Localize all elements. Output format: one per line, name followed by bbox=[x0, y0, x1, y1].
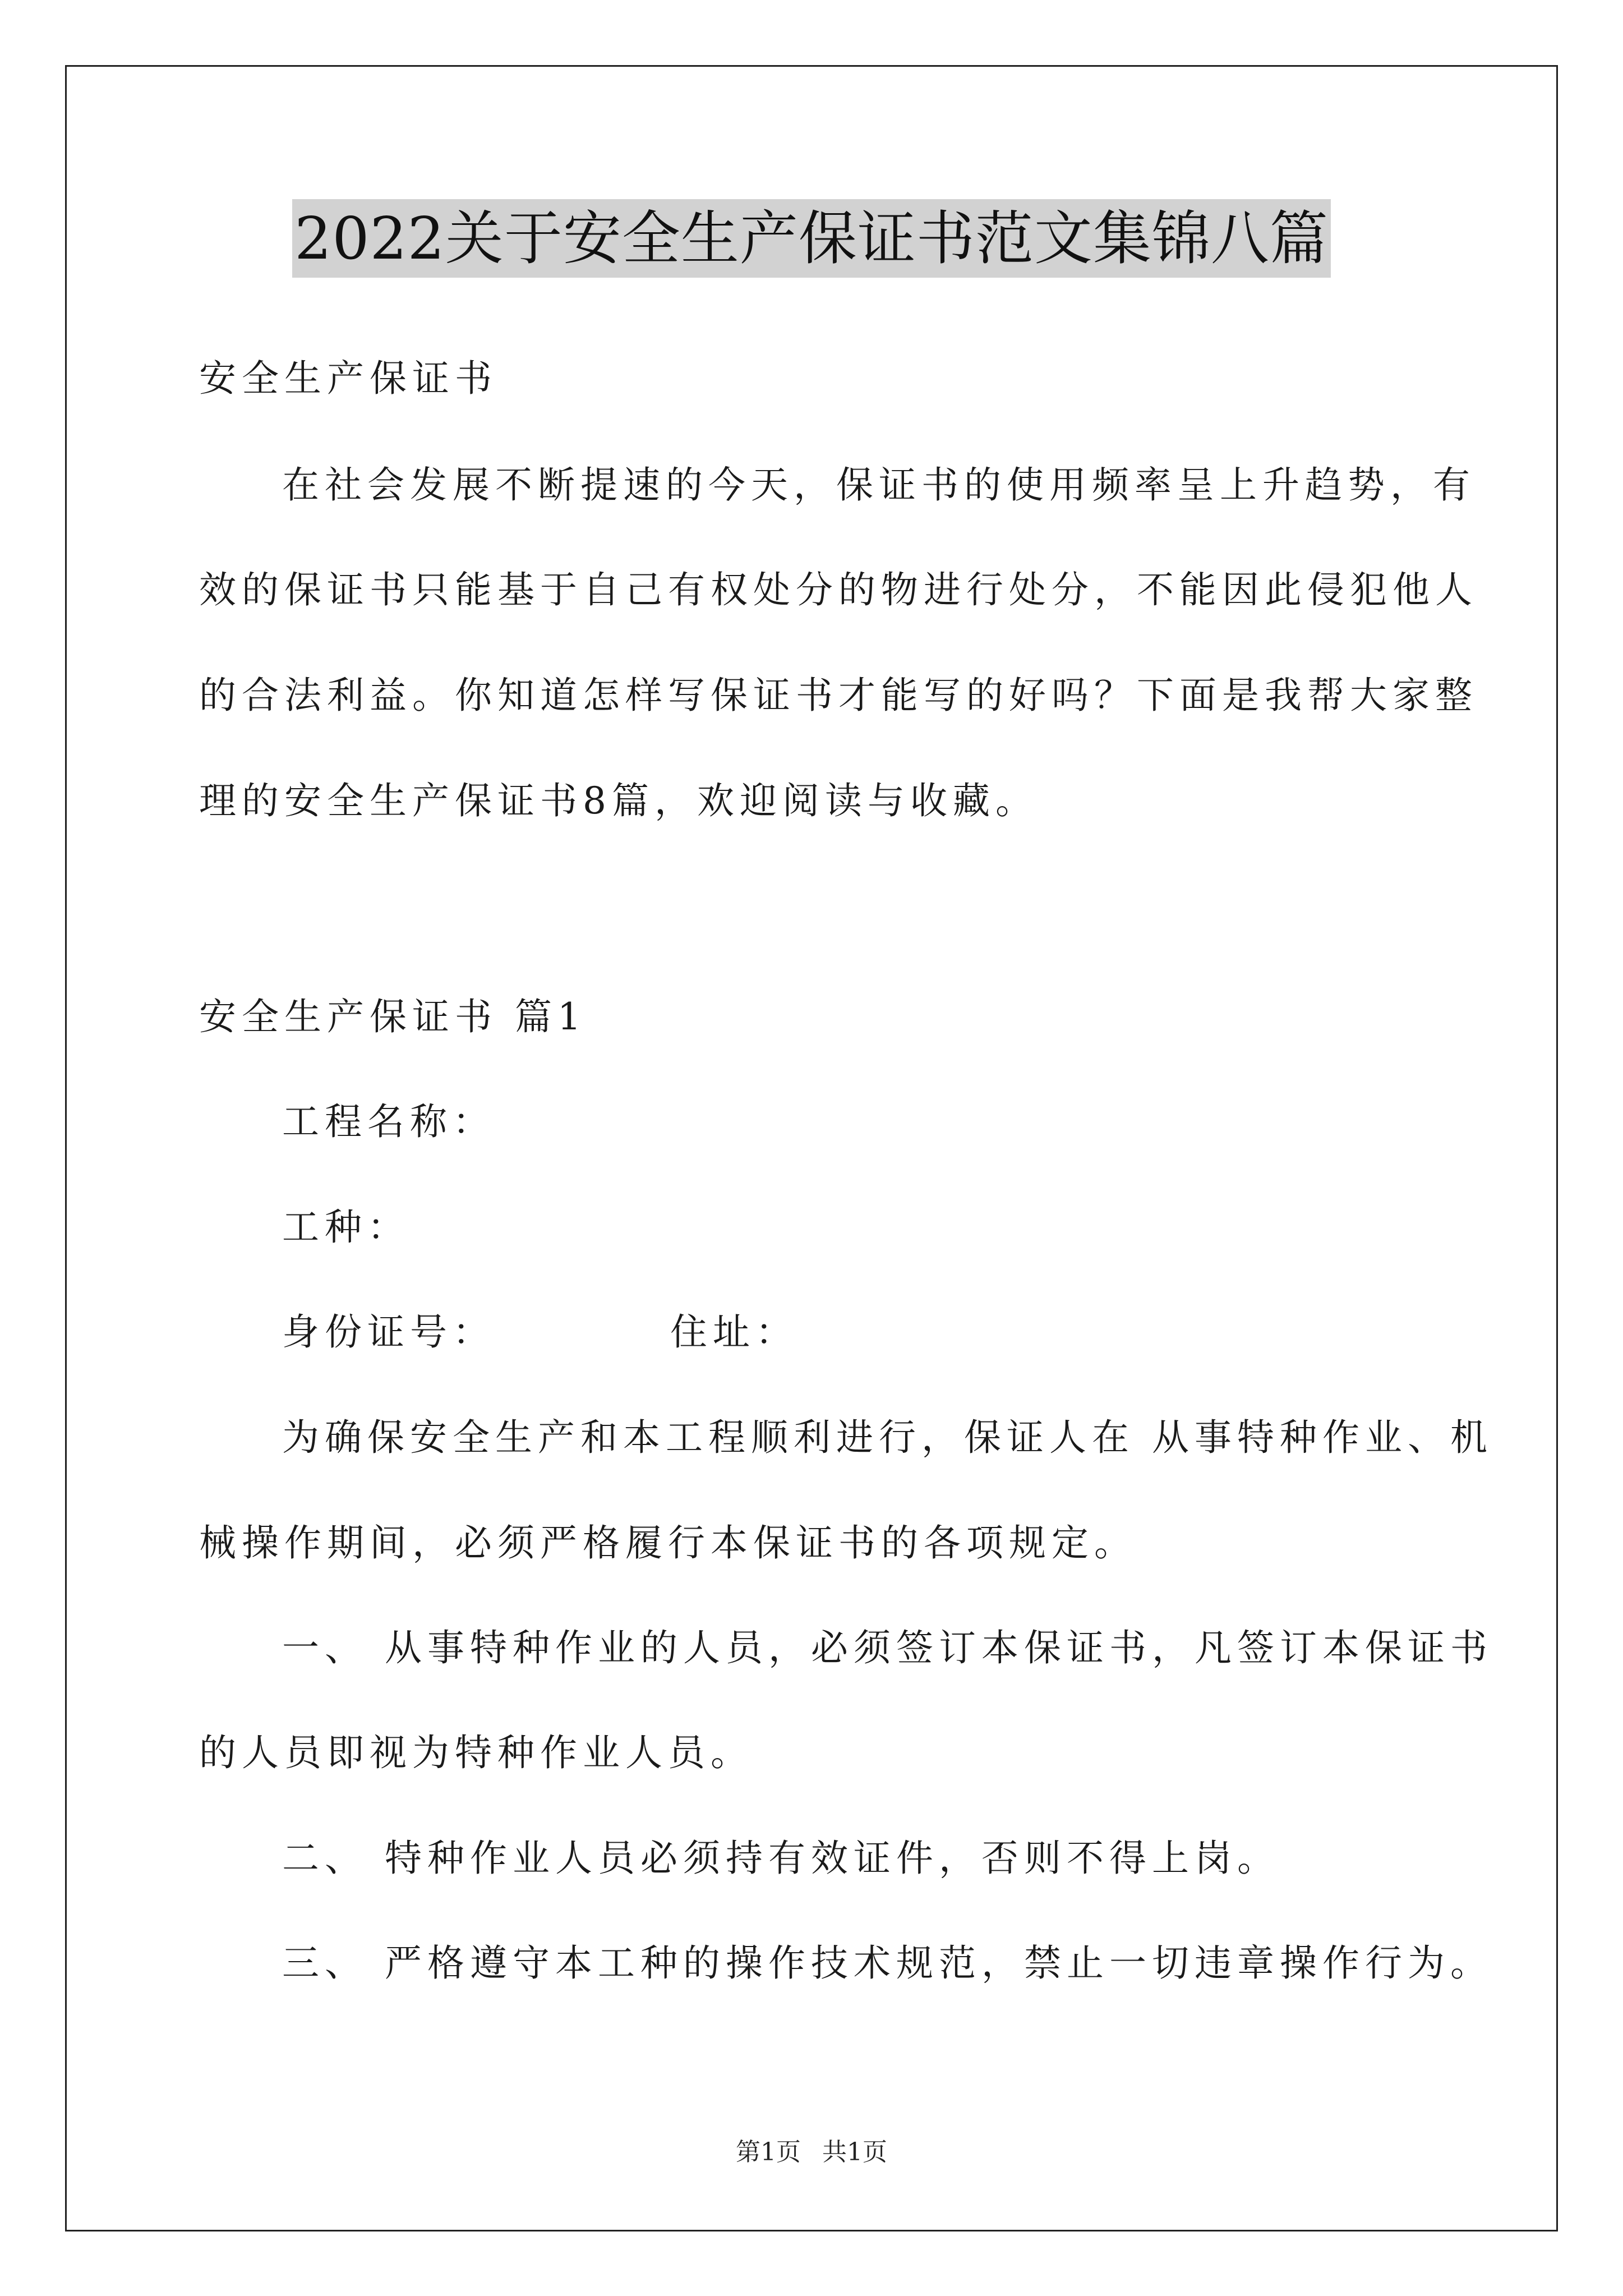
intro-line-2: 效的保证书只能基于自己有权处分的物进行处分，不能因此侵犯他人 bbox=[199, 568, 1478, 611]
document-title: 2022关于安全生产保证书范文集锦八篇 bbox=[292, 199, 1331, 278]
body-line-2: 械操作期间，必须严格履行本保证书的各项规定。 bbox=[199, 1521, 1137, 1565]
body-line-1: 为确保安全生产和本工程顺利进行，保证人在 从事特种作业、机 bbox=[282, 1416, 1493, 1459]
field-id-number: 身份证号： bbox=[282, 1310, 495, 1354]
document-heading: 安全生产保证书 bbox=[199, 357, 497, 400]
page-footer bbox=[0, 2132, 1623, 2168]
body-line-4: 的人员即视为特种作业人员。 bbox=[199, 1731, 753, 1774]
field-work-type: 工种： bbox=[282, 1205, 410, 1249]
field-project-name: 工程名称： bbox=[282, 1100, 495, 1143]
intro-line-3: 的合法利益。你知道怎样写保证书才能写的好吗？下面是我帮大家整 bbox=[199, 674, 1478, 717]
intro-line-4: 理的安全生产保证书8篇，欢迎阅读与收藏。 bbox=[199, 779, 1038, 822]
section-heading: 安全生产保证书 篇1 bbox=[199, 995, 587, 1038]
body-line-3: 一、 从事特种作业的人员，必须签订本保证书，凡签订本保证书 bbox=[282, 1626, 1493, 1669]
field-address: 住址： bbox=[670, 1310, 798, 1354]
body-line-5: 二、 特种作业人员必须持有效证件，否则不得上岗。 bbox=[282, 1837, 1280, 1880]
body-line-6: 三、 严格遵守本工种的操作技术规范，禁止一切违章操作行为。 bbox=[282, 1941, 1493, 1985]
footer-total-pages: 共1页 bbox=[822, 2138, 887, 2166]
footer-page-number: 第1页 bbox=[736, 2138, 801, 2166]
intro-line-1: 在社会发展不断提速的今天，保证书的使用频率呈上升趋势，有 bbox=[282, 463, 1476, 507]
title-wrap bbox=[0, 199, 1623, 278]
